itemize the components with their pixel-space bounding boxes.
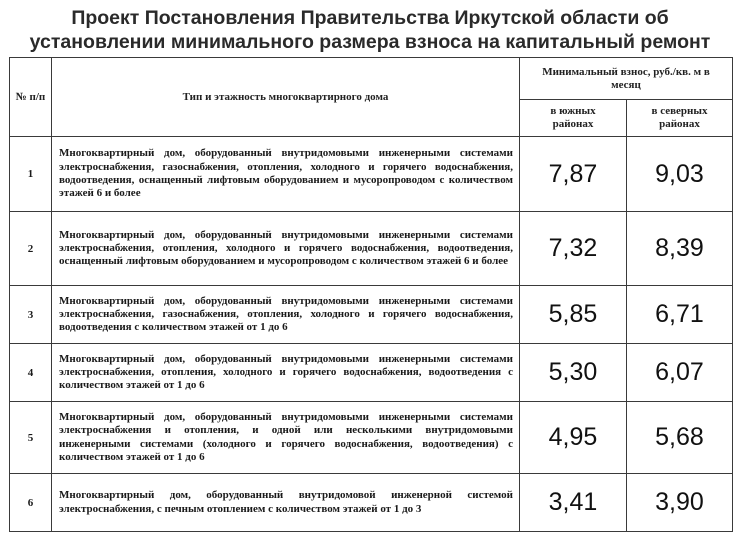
row-number: 2 (10, 212, 52, 286)
title-line-1: Проект Постановления Правительства Иркутской области об (71, 7, 669, 29)
row-description: Многоквартирный дом, оборудованный внутридомовыми инженерными системами электроснабжения, газоснабжения, отопления, холодного и горячего водоснабжения, водоотведения, оснащенный лифтовым оборудованием и мусоропроводом с количеством этажей 6 и более (52, 137, 520, 212)
header-num: № п/п (10, 58, 52, 137)
north-value: 6,71 (627, 286, 733, 344)
south-value: 4,95 (520, 402, 627, 474)
header-south: в южных районах (520, 100, 627, 137)
row-description: Многоквартирный дом, оборудованный внутридомовыми инженерными системами электроснабжения, отопления, холодного и горячего водоснабжения, водоотведения, оснащенный лифтовым оборудованием и мусоропроводом с количеством этажей 6 и более (52, 212, 520, 286)
page-title (0, 6, 740, 54)
table-row (10, 286, 733, 344)
fee-table (9, 57, 733, 532)
south-value: 5,85 (520, 286, 627, 344)
row-number: 3 (10, 286, 52, 344)
title-line-2: установлении минимального размера взноса на капитальный ремонт (29, 31, 711, 53)
south-value: 5,30 (520, 344, 627, 402)
table-header-row (10, 58, 733, 100)
row-number: 4 (10, 344, 52, 402)
south-value: 7,32 (520, 212, 627, 286)
north-value: 3,90 (627, 474, 733, 532)
table-row (10, 344, 733, 402)
row-description: Многоквартирный дом, оборудованный внутридомовыми инженерными системами электроснабжения и отопления, и одной или несколькими внутридомовыми инженерными системами (холодного и горячего водоснабжения, водоотведения) с количеством этажей от 1 до 6 (52, 402, 520, 474)
south-value: 3,41 (520, 474, 627, 532)
table-row (10, 137, 733, 212)
table-row (10, 402, 733, 474)
north-value: 9,03 (627, 137, 733, 212)
north-value: 6,07 (627, 344, 733, 402)
row-description: Многоквартирный дом, оборудованный внутридомовой инженерной системой электроснабжения, с печным отоплением с количеством этажей от 1 до 3 (52, 474, 520, 532)
row-description: Многоквартирный дом, оборудованный внутридомовыми инженерными системами электроснабжения, газоснабжения, отопления, холодного и горячего водоснабжения, водоотведения с количеством этажей от 1 до 6 (52, 286, 520, 344)
row-number: 5 (10, 402, 52, 474)
header-type: Тип и этажность многоквартирного дома (52, 58, 520, 137)
table-row (10, 212, 733, 286)
north-value: 8,39 (627, 212, 733, 286)
header-north: в северных районах (627, 100, 733, 137)
row-description: Многоквартирный дом, оборудованный внутридомовыми инженерными системами электроснабжения, отопления, холодного и горячего водоснабжения, водоотведения с количеством этажей от 1 до 6 (52, 344, 520, 402)
table-row (10, 474, 733, 532)
north-value: 5,68 (627, 402, 733, 474)
row-number: 6 (10, 474, 52, 532)
south-value: 7,87 (520, 137, 627, 212)
row-number: 1 (10, 137, 52, 212)
header-fee: Минимальный взнос, руб./кв. м в месяц (520, 58, 733, 100)
